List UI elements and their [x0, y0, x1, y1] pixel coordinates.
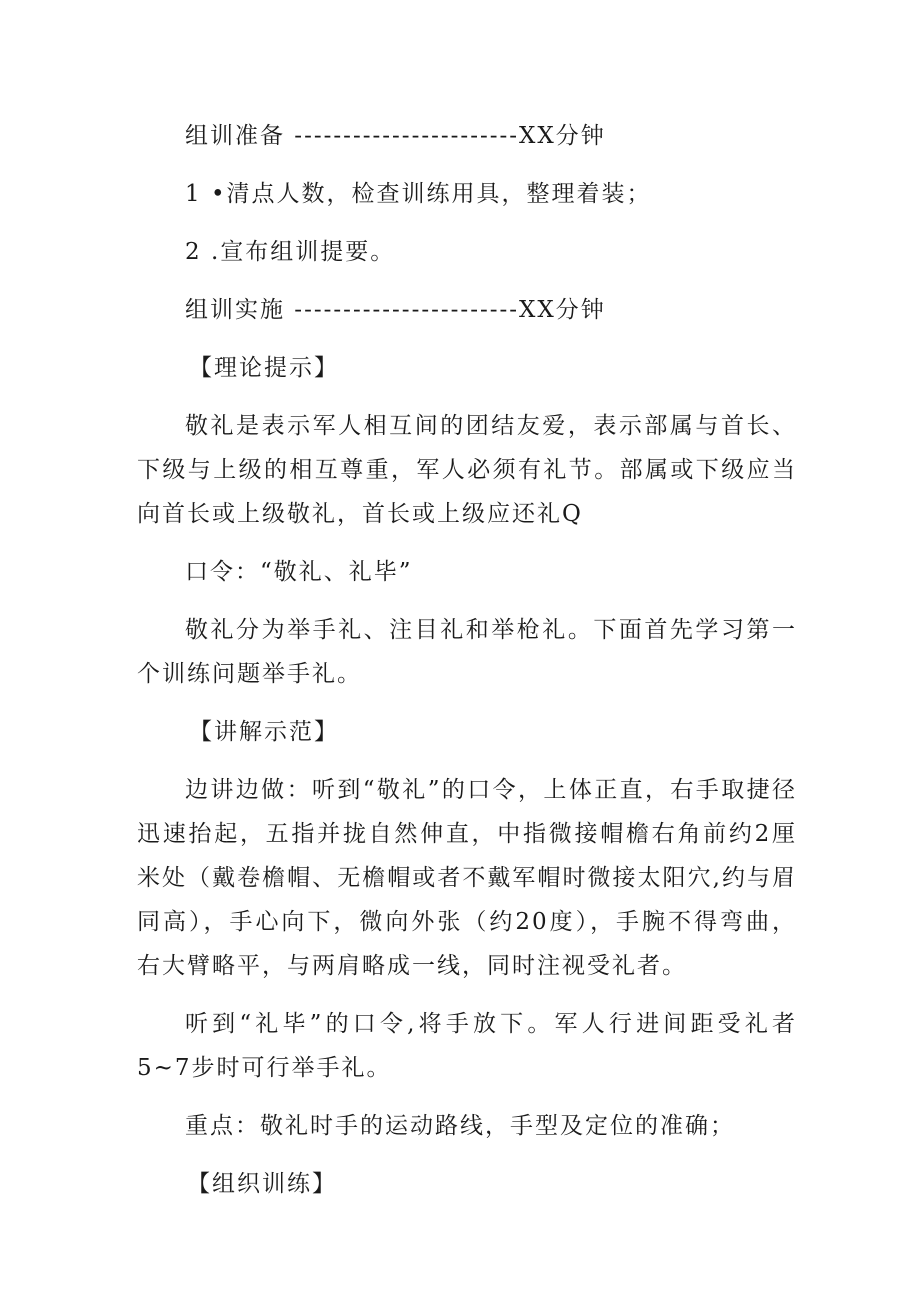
impl-heading: 组训实施 -----------------------XX分钟 — [185, 297, 606, 323]
demo-heading: 【讲解示范】 — [189, 719, 339, 745]
prep-heading: 组训准备 -----------------------XX分钟 — [185, 123, 606, 149]
demo-paragraph: 边讲边做：听到“敬礼”的口令，上体正直，右手取捷径迅速抬起，五指并拢自然伸直，中指微接帽檐右角前约2厘米处（戴卷檐帽、无檐帽或者不戴军帽时微接太阳穴,约与眉同高），手心向下，微向外张（约20度），手腕不得弯曲，右大臂略平，与两肩略成一线，同时注视受礼者。 — [137, 777, 797, 979]
theory-heading: 【理论提示】 — [189, 355, 339, 381]
finish-paragraph: 听到“礼毕”的口令,将手放下。军人行进间距受礼者5~7步时可行举手礼。 — [137, 1011, 797, 1081]
document-page — [137, 114, 797, 1206]
prep-item-2: 2 .宣布组训提要。 — [185, 239, 396, 265]
train-heading: 【组织训练】 — [187, 1171, 337, 1197]
prep-item-1: 1 •清点人数，检查训练用具，整理着装； — [185, 181, 652, 207]
intro-paragraph: 敬礼分为举手礼、注目礼和举枪礼。下面首先学习第一个训练问题举手礼。 — [137, 617, 797, 687]
theory-paragraph: 敬礼是表示军人相互间的团结友爱，表示部属与首长、下级与上级的相互尊重，军人必须有礼节。部属或下级应当向首长或上级敬礼，首长或上级应还礼Q — [137, 413, 797, 527]
key-point: 重点：敬礼时手的运动路线，手型及定位的准确； — [185, 1113, 735, 1139]
command-line: 口令：“敬礼、礼毕” — [185, 559, 413, 585]
